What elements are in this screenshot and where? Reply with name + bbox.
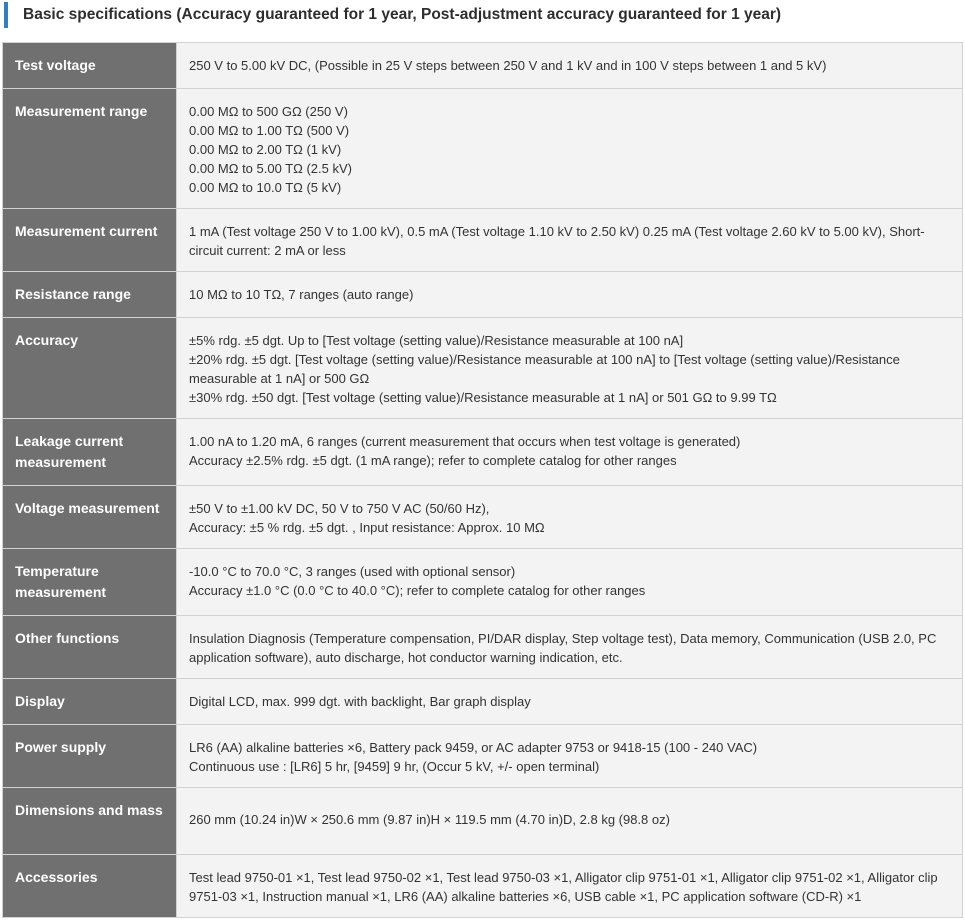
spec-line: 10 MΩ to 10 TΩ, 7 ranges (auto range) — [189, 287, 414, 302]
spec-row-leakage-current — [3, 419, 963, 486]
spec-row-test-voltage — [3, 43, 963, 89]
spec-line: 250 V to 5.00 kV DC, (Possible in 25 V steps between 250 V and 1 kV and in 100 V steps between 1 and 5 kV) — [189, 58, 827, 73]
spec-line: Accuracy: ±5 % rdg. ±5 dgt. , Input resistance: Approx. 10 MΩ — [189, 520, 545, 535]
spec-value — [177, 679, 963, 725]
spec-line: Continuous use : [LR6] 5 hr, [9459] 9 hr, (Occur 5 kV, +/- open terminal) — [189, 759, 600, 774]
spec-label: Other functions — [3, 616, 177, 679]
spec-line: Test lead 9750-01 ×1, Test lead 9750-02 ×1, Test lead 9750-03 ×1, Alligator clip 9751-01 ×1, Alligator clip 9751-02 ×1, Alligator clip 9751-03 ×1, Instruction manual ×1, LR6 (AA) alkaline batteries ×6, USB cable ×1, PC application software (CD-R) ×1 — [189, 870, 938, 904]
spec-value — [177, 318, 963, 419]
spec-line: 0.00 MΩ to 5.00 TΩ (2.5 kV) — [189, 161, 352, 176]
spec-value — [177, 725, 963, 788]
spec-line: 0.00 MΩ to 500 GΩ (250 V) — [189, 104, 348, 119]
spec-label: Display — [3, 679, 177, 725]
spec-label: Measurement current — [3, 209, 177, 272]
spec-label: Accessories — [3, 855, 177, 918]
spec-label: Accuracy — [3, 318, 177, 419]
spec-line: 0.00 MΩ to 10.0 TΩ (5 kV) — [189, 180, 342, 195]
spec-row-resistance-range — [3, 272, 963, 318]
spec-value — [177, 616, 963, 679]
spec-row-display — [3, 679, 963, 725]
spec-value — [177, 209, 963, 272]
spec-line: 0.00 MΩ to 2.00 TΩ (1 kV) — [189, 142, 342, 157]
spec-row-temperature-measurement — [3, 549, 963, 616]
spec-row-dimensions — [3, 788, 963, 855]
spec-line: ±30% rdg. ±50 dgt. [Test voltage (setting value)/Resistance measurable at 1 nA] or 501 GΩ to 9.99 TΩ — [189, 390, 777, 405]
spec-label: Measurement range — [3, 89, 177, 209]
spec-line: 1.00 nA to 1.20 mA, 6 ranges (current measurement that occurs when test voltage is generated) — [189, 434, 741, 449]
section-heading: Basic specifications (Accuracy guaranteed for 1 year, Post-adjustment accuracy guaranteed for 1 year) — [4, 2, 959, 28]
spec-line: ±20% rdg. ±5 dgt. [Test voltage (setting value)/Resistance measurable at 100 nA] to [Test voltage (setting value)/Resistance measurable at 1 nA] or 500 GΩ — [189, 352, 900, 386]
spec-row-accuracy — [3, 318, 963, 419]
spec-value — [177, 89, 963, 209]
spec-label: Leakage current measurement — [3, 419, 177, 486]
spec-value — [177, 419, 963, 486]
spec-value — [177, 788, 963, 855]
spec-line: ±5% rdg. ±5 dgt. Up to [Test voltage (setting value)/Resistance measurable at 100 nA] — [189, 333, 684, 348]
spec-label: Test voltage — [3, 43, 177, 89]
spec-label: Temperature measurement — [3, 549, 177, 616]
spec-row-measurement-current — [3, 209, 963, 272]
spec-label: Dimensions and mass — [3, 788, 177, 855]
spec-value — [177, 486, 963, 549]
spec-line: Accuracy ±2.5% rdg. ±5 dgt. (1 mA range); refer to complete catalog for other ranges — [189, 453, 677, 468]
spec-row-voltage-measurement — [3, 486, 963, 549]
spec-value — [177, 272, 963, 318]
spec-line: 260 mm (10.24 in)W × 250.6 mm (9.87 in)H × 119.5 mm (4.70 in)D, 2.8 kg (98.8 oz) — [189, 812, 670, 827]
spec-line: 0.00 MΩ to 1.00 TΩ (500 V) — [189, 123, 350, 138]
spec-line: -10.0 °C to 70.0 °C, 3 ranges (used with optional sensor) — [189, 564, 516, 579]
spec-line: LR6 (AA) alkaline batteries ×6, Battery pack 9459, or AC adapter 9753 or 9418-15 (100 - 240 VAC) — [189, 740, 758, 755]
spec-label: Voltage measurement — [3, 486, 177, 549]
spec-table — [2, 42, 963, 918]
spec-line: ±50 V to ±1.00 kV DC, 50 V to 750 V AC (50/60 Hz), — [189, 501, 490, 516]
spec-line: Digital LCD, max. 999 dgt. with backlight, Bar graph display — [189, 694, 531, 709]
spec-row-other-functions — [3, 616, 963, 679]
spec-value — [177, 549, 963, 616]
spec-row-measurement-range — [3, 89, 963, 209]
spec-value — [177, 43, 963, 89]
spec-label: Power supply — [3, 725, 177, 788]
spec-line: 1 mA (Test voltage 250 V to 1.00 kV), 0.5 mA (Test voltage 1.10 kV to 2.50 kV) 0.25 mA (Test voltage 2.60 kV to 5.00 kV), Short-circuit current: 2 mA or less — [189, 224, 925, 258]
spec-row-accessories — [3, 855, 963, 918]
spec-line: Accuracy ±1.0 °C (0.0 °C to 40.0 °C); refer to complete catalog for other ranges — [189, 583, 646, 598]
spec-line: Insulation Diagnosis (Temperature compensation, PI/DAR display, Step voltage test), Data memory, Communication (USB 2.0, PC application software), auto discharge, hot conductor warning indication, etc. — [189, 631, 937, 665]
spec-row-power-supply — [3, 725, 963, 788]
spec-value — [177, 855, 963, 918]
spec-label: Resistance range — [3, 272, 177, 318]
